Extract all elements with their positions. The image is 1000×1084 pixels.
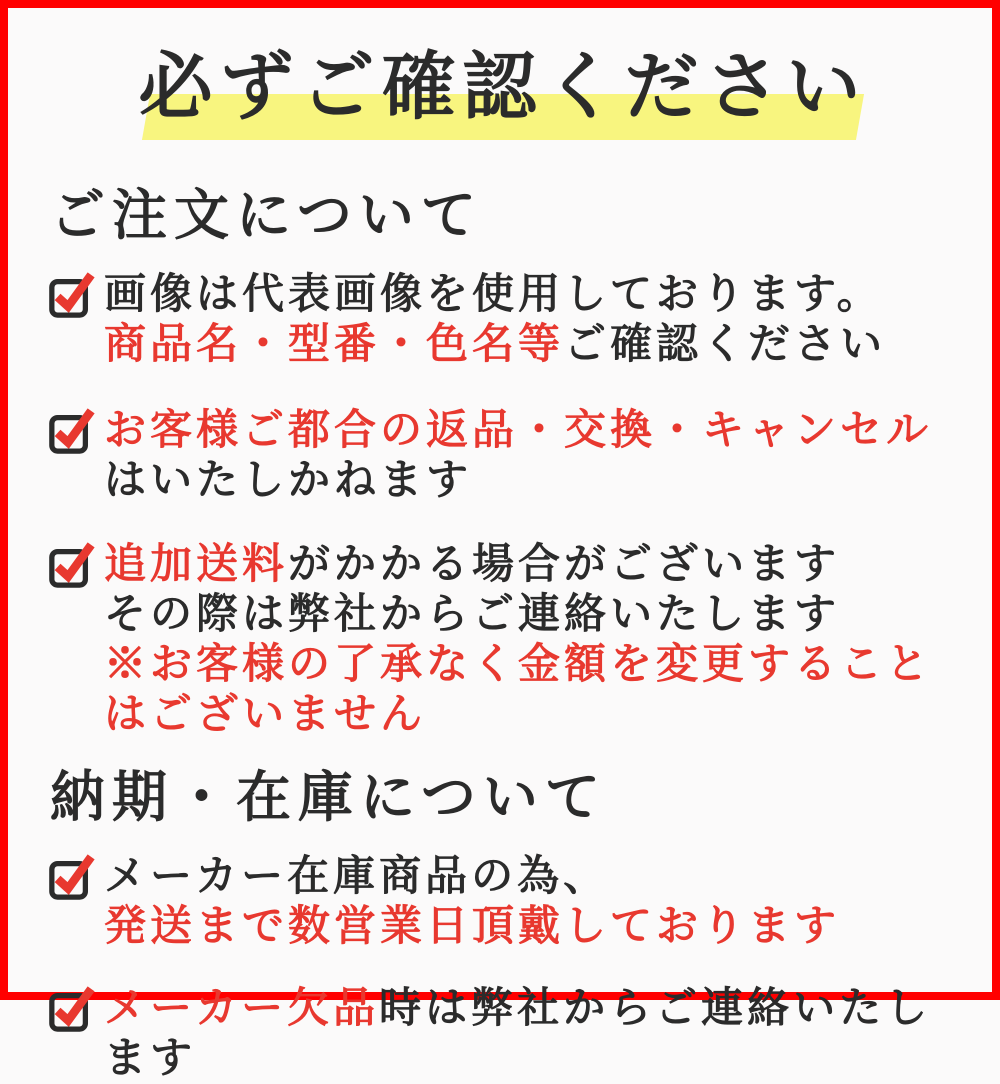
item-line: メーカー在庫商品の為、 xyxy=(104,854,610,900)
checkbox-checked-icon xyxy=(48,542,94,588)
item-text xyxy=(104,406,932,506)
item-text xyxy=(104,270,886,370)
item-line-emphasis: 追加送料 xyxy=(104,542,289,588)
item-line: ご確認ください xyxy=(564,322,887,368)
item-line: 画像は代表画像を使用しております。 xyxy=(104,272,883,318)
list-item xyxy=(48,270,958,370)
item-line: 時は弊社からご連絡いたします xyxy=(104,986,932,1082)
list-item xyxy=(48,540,958,740)
list-item xyxy=(48,984,958,1084)
checkbox-checked-icon xyxy=(48,986,94,1032)
section-heading-order: ご注文について xyxy=(50,185,483,246)
checkbox-checked-icon xyxy=(48,854,94,900)
item-line-emphasis: 発送まで数営業日頂戴しております xyxy=(104,904,841,950)
notice-frame xyxy=(8,36,992,1084)
item-line-emphasis: メーカー欠品 xyxy=(104,986,380,1032)
item-line: がかかる場合がございます xyxy=(288,542,841,588)
list-item xyxy=(48,852,958,952)
list-item xyxy=(48,406,958,506)
item-line-emphasis: 商品名・型番・色名等 xyxy=(104,322,565,368)
page-title: 必ずご確認ください xyxy=(138,47,868,129)
checkbox-checked-icon xyxy=(48,272,94,318)
item-text xyxy=(104,852,840,952)
item-line-emphasis: お客様ご都合の返品・交換・キャンセル xyxy=(104,408,933,454)
section-heading-stock: 納期・在庫について xyxy=(50,767,607,828)
page-title-block xyxy=(48,36,958,146)
item-footnote: ※お客様の了承なく金額を変更することはございません xyxy=(104,642,933,738)
item-line: その際は弊社からご連絡いたします xyxy=(104,592,841,638)
checkbox-checked-icon xyxy=(48,408,94,454)
item-text xyxy=(104,984,958,1084)
item-line: はいたしかねます xyxy=(104,458,473,504)
item-text xyxy=(104,540,958,740)
